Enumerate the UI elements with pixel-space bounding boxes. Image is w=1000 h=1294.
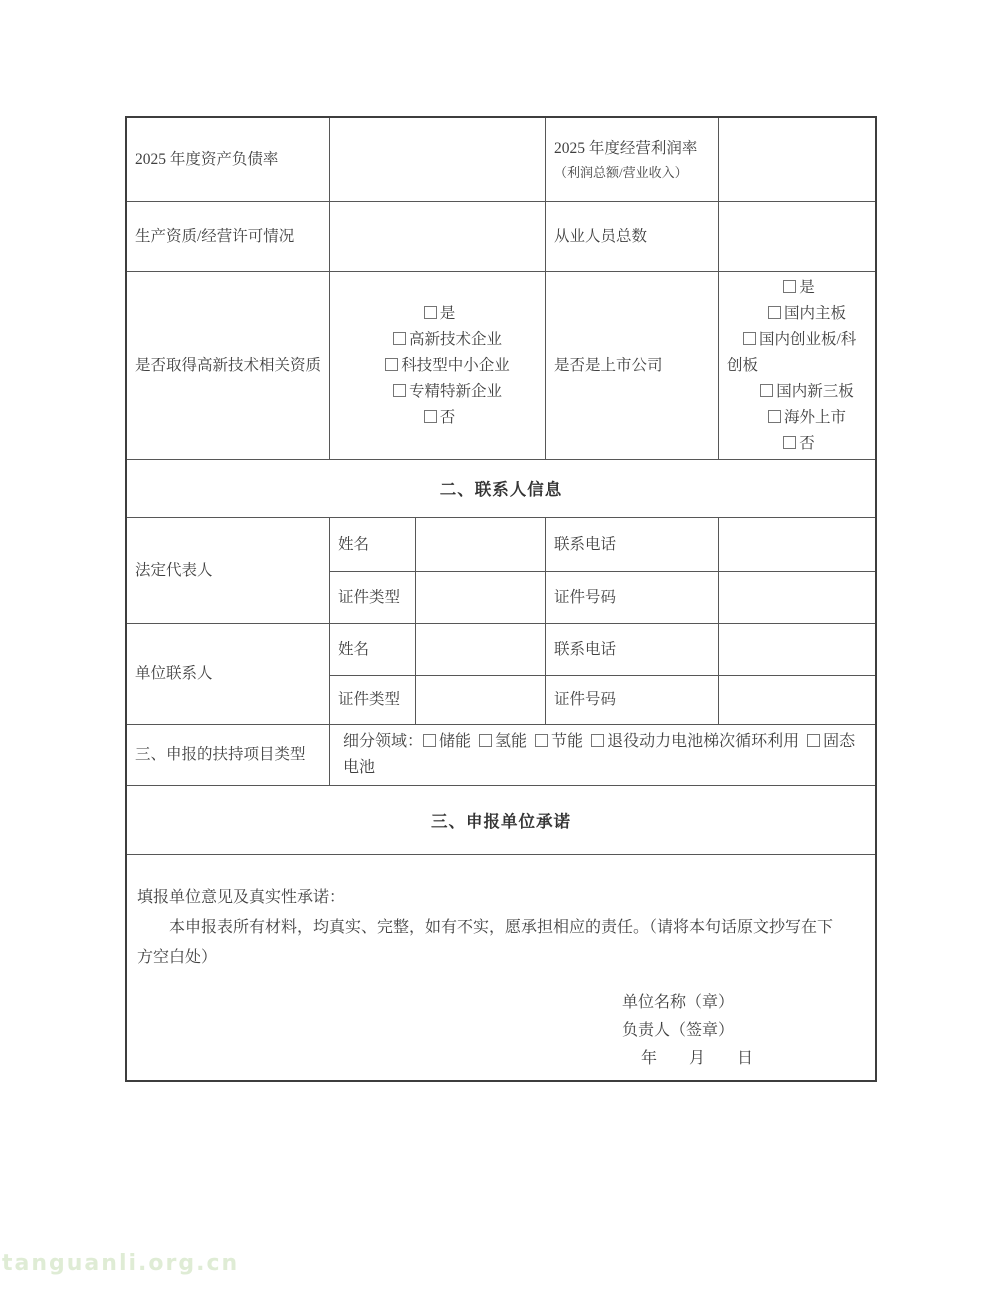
listed-option-neeq: 国内新三板 xyxy=(744,379,854,405)
hightech-question: 是否取得高新技术相关资质 xyxy=(127,272,330,460)
commitment-section-header: 三、申报单位承诺 xyxy=(127,786,875,855)
application-form-table xyxy=(125,116,877,1082)
hightech-option-yes: 是 xyxy=(424,301,456,327)
checkbox-icon xyxy=(424,410,437,423)
license-label: 生产资质/经营许可情况 xyxy=(127,202,330,272)
date-label: 年 月 日 xyxy=(640,1050,753,1067)
profit-rate-value xyxy=(719,118,875,202)
subdivision-option-storage: 储能 xyxy=(423,733,471,750)
checkbox-icon xyxy=(783,436,796,449)
listed-option-yes: 是 xyxy=(783,275,815,301)
unit-contact-id-no-label: 证件号码 xyxy=(546,676,719,725)
listed-question: 是否是上市公司 xyxy=(546,272,719,460)
legal-rep-name-label: 姓名 xyxy=(330,518,416,572)
checkbox-icon xyxy=(393,332,406,345)
legal-rep-phone-value xyxy=(719,518,875,572)
listed-option-no: 否 xyxy=(783,431,815,457)
subdivision-option-energy-saving: 节能 xyxy=(535,733,583,750)
hightech-option-no: 否 xyxy=(424,405,456,431)
table-row xyxy=(127,202,875,272)
checkbox-icon xyxy=(424,306,437,319)
site-watermark: tanguanli.org.cn xyxy=(2,1251,240,1276)
legal-rep-name-value xyxy=(416,518,546,572)
checkbox-icon xyxy=(760,384,773,397)
listed-option-main-board: 国内主板 xyxy=(752,301,846,327)
legal-rep-phone-label: 联系电话 xyxy=(546,518,719,572)
listed-option-gem-star: 国内创业板/科创板 xyxy=(727,331,857,374)
project-type-label: 三、申报的扶持项目类型 xyxy=(127,725,330,786)
checkbox-icon xyxy=(591,734,604,747)
subdivision-option-battery-reuse: 退役动力电池梯次循环利用 xyxy=(591,733,799,750)
hightech-option-enterprise: 高新技术企业 xyxy=(377,327,502,353)
unit-contact-phone-label: 联系电话 xyxy=(546,624,719,676)
project-subdivision-cell xyxy=(330,725,875,786)
table-row xyxy=(127,272,875,459)
legal-rep-label: 法定代表人 xyxy=(127,518,330,624)
hightech-option-sme: 科技型中小企业 xyxy=(369,353,510,379)
checkbox-icon xyxy=(768,306,781,319)
asset-liability-label: 2025 年度资产负债率 xyxy=(127,118,330,202)
subdivision-option-hydrogen: 氢能 xyxy=(479,733,527,750)
checkbox-icon xyxy=(535,734,548,747)
checkbox-icon xyxy=(807,734,820,747)
responsible-sign-label: 负责人（签章） xyxy=(622,1022,735,1039)
checkbox-icon xyxy=(783,280,796,293)
commitment-statement: 本申报表所有材料，均真实、完整，如有不实，愿承担相应的责任。（请将本句话原文抄写在下方空白处） xyxy=(137,919,834,966)
unit-contact-label: 单位联系人 xyxy=(127,624,330,725)
unit-contact-phone-value xyxy=(719,624,875,676)
checkbox-icon xyxy=(743,332,756,345)
project-type-row xyxy=(127,725,875,786)
commitment-cell xyxy=(127,855,875,1080)
table-row xyxy=(127,118,875,202)
unit-contact-id-type-value xyxy=(416,676,546,725)
checkbox-icon xyxy=(385,358,398,371)
signature-block xyxy=(622,989,772,1073)
checkbox-icon xyxy=(393,384,406,397)
checkbox-icon xyxy=(479,734,492,747)
employees-label: 从业人员总数 xyxy=(546,202,719,272)
profit-rate-note: （利润总额/营业收入） xyxy=(554,164,688,180)
unit-contact-id-no-value xyxy=(719,676,875,725)
subdivision-label: 细分领域： xyxy=(343,733,424,750)
contact-section-header: 二、联系人信息 xyxy=(127,459,875,518)
legal-rep-id-no-value xyxy=(719,572,875,624)
listed-options xyxy=(719,272,875,460)
hightech-options xyxy=(330,272,546,460)
legal-rep-id-type-label: 证件类型 xyxy=(330,572,416,624)
profit-rate-label: 2025 年度经营利润率 xyxy=(554,139,698,157)
profit-rate-label-cell xyxy=(546,118,719,202)
subdivision-option-solid-state: 固态电池 xyxy=(343,733,856,776)
project-subdivision-options xyxy=(338,725,871,785)
asset-liability-value xyxy=(330,118,546,202)
contact-section xyxy=(127,518,875,725)
listed-option-overseas: 海外上市 xyxy=(752,405,846,431)
legal-rep-id-no-label: 证件号码 xyxy=(546,572,719,624)
unit-contact-name-label: 姓名 xyxy=(330,624,416,676)
license-value xyxy=(330,202,546,272)
unit-contact-name-value xyxy=(416,624,546,676)
employees-value xyxy=(719,202,875,272)
checkbox-icon xyxy=(768,410,781,423)
checkbox-icon xyxy=(423,734,436,747)
legal-rep-id-type-value xyxy=(416,572,546,624)
unit-seal-label: 单位名称（章） xyxy=(622,994,735,1011)
unit-contact-id-type-label: 证件类型 xyxy=(330,676,416,725)
commitment-opinion-title: 填报单位意见及真实性承诺： xyxy=(137,889,346,906)
hightech-option-specialized: 专精特新企业 xyxy=(377,379,502,405)
